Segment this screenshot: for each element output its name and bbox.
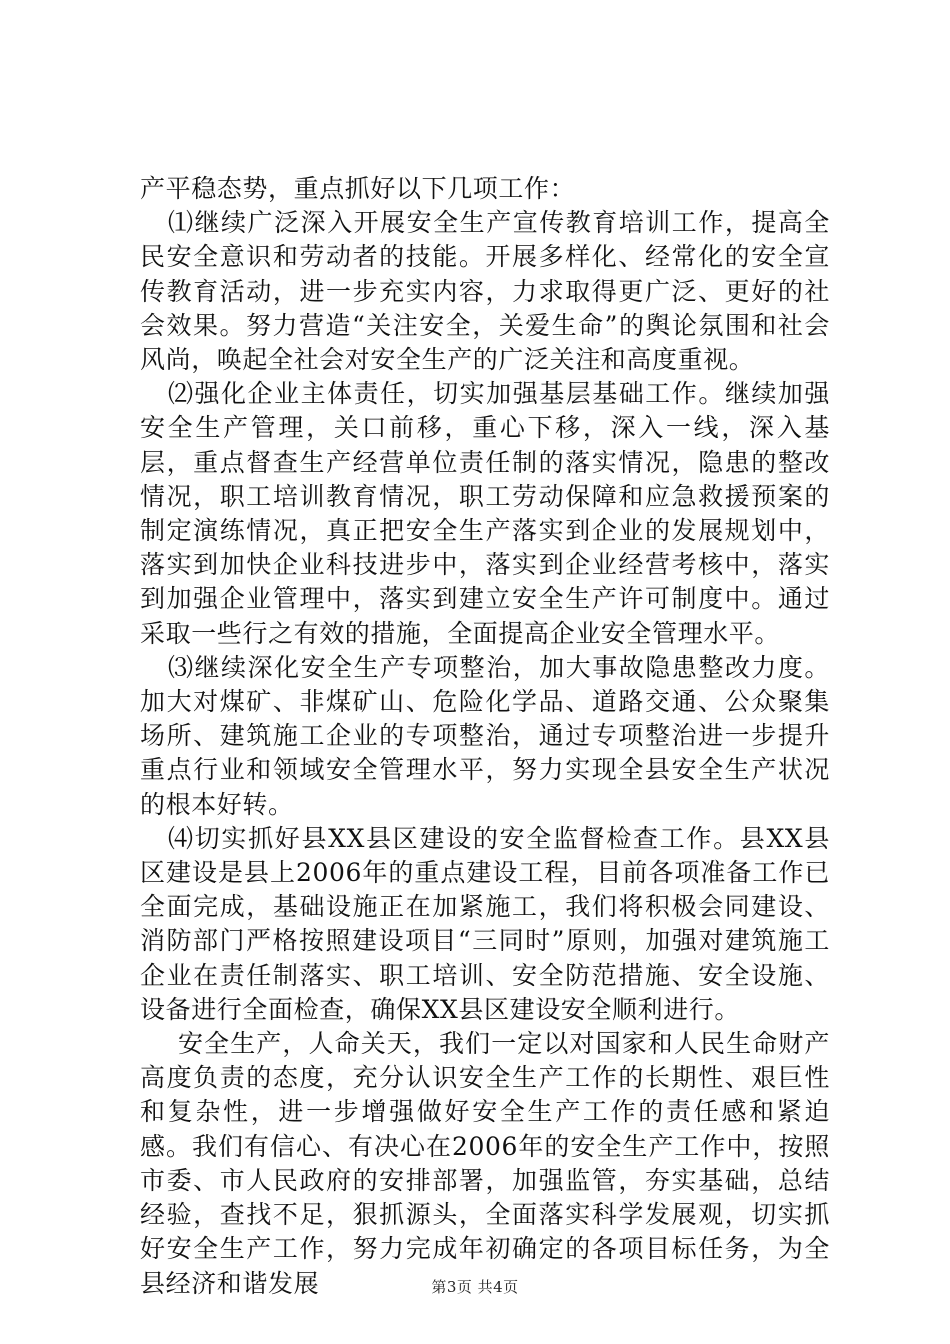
page-number-footer: 第3页 共4页 (431, 1278, 519, 1296)
paragraph-item-3: ⑶继续深化安全生产专项整治，加大事故隐患整改力度。加大对煤矿、非煤矿山、危险化学品、道路交通、公众聚集场所、建筑施工企业的专项整治，通过专项整治进一步提升重点行业和领域安全管理水平，努力实现全县安全生产状况的根本好转。 (140, 652, 830, 819)
paragraph-conclusion: 安全生产，人命关天，我们一定以对国家和人民生命财产高度负责的态度，充分认识安全生产工作的长期性、艰巨性和复杂性，进一步增强做好安全生产工作的责任感和紧迫感。我们有信心、有决心在2006年的安全生产工作中，按照市委、市人民政府的安排部署，加强监管，夯实基础，总结经验，查找不足，狠抓源头，全面落实科学发展观，切实抓好安全生产工作，努力完成年初确定的各项目标任务，为全县经济和谐发展 (140, 1029, 830, 1298)
paragraph-item-1: ⑴继续广泛深入开展安全生产宣传教育培训工作，提高全民安全意识和劳动者的技能。开展多样化、经常化的安全宣传教育活动，进一步充实内容，力求取得更广泛、更好的社会效果。努力营造“关注安全，关爱生命”的舆论氛围和社会风尚，唤起全社会对安全生产的广泛关注和高度重视。 (140, 208, 830, 375)
paragraph-continuation: 产平稳态势，重点抓好以下几项工作： (140, 174, 576, 203)
paragraph-item-4: ⑷切实抓好县XX县区建设的安全监督检查工作。县XX县区建设是县上2006年的重点建设工程，目前各项准备工作已全面完成，基础设施正在加紧施工，我们将积极会同建设、消防部门严格按照建设项目“三同时”原则，加强对建筑施工企业在责任制落实、职工培训、安全防范措施、安全设施、设备进行全面检查，确保XX县区建设安全顺利进行。 (140, 823, 830, 1024)
paragraph-item-2: ⑵强化企业主体责任，切实加强基层基础工作。继续加强安全生产管理，关口前移，重心下移，深入一线，深入基层，重点督查生产经营单位责任制的落实情况，隐患的整改情况，职工培训教育情况，职工劳动保障和应急救援预案的制定演练情况，真正把安全生产落实到企业的发展规划中，落实到加快企业科技进步中，落实到企业经营考核中，落实到加强企业管理中，落实到建立安全生产许可制度中。通过采取一些行之有效的措施，全面提高企业安全管理水平。 (140, 379, 830, 648)
document-body (140, 172, 830, 1301)
